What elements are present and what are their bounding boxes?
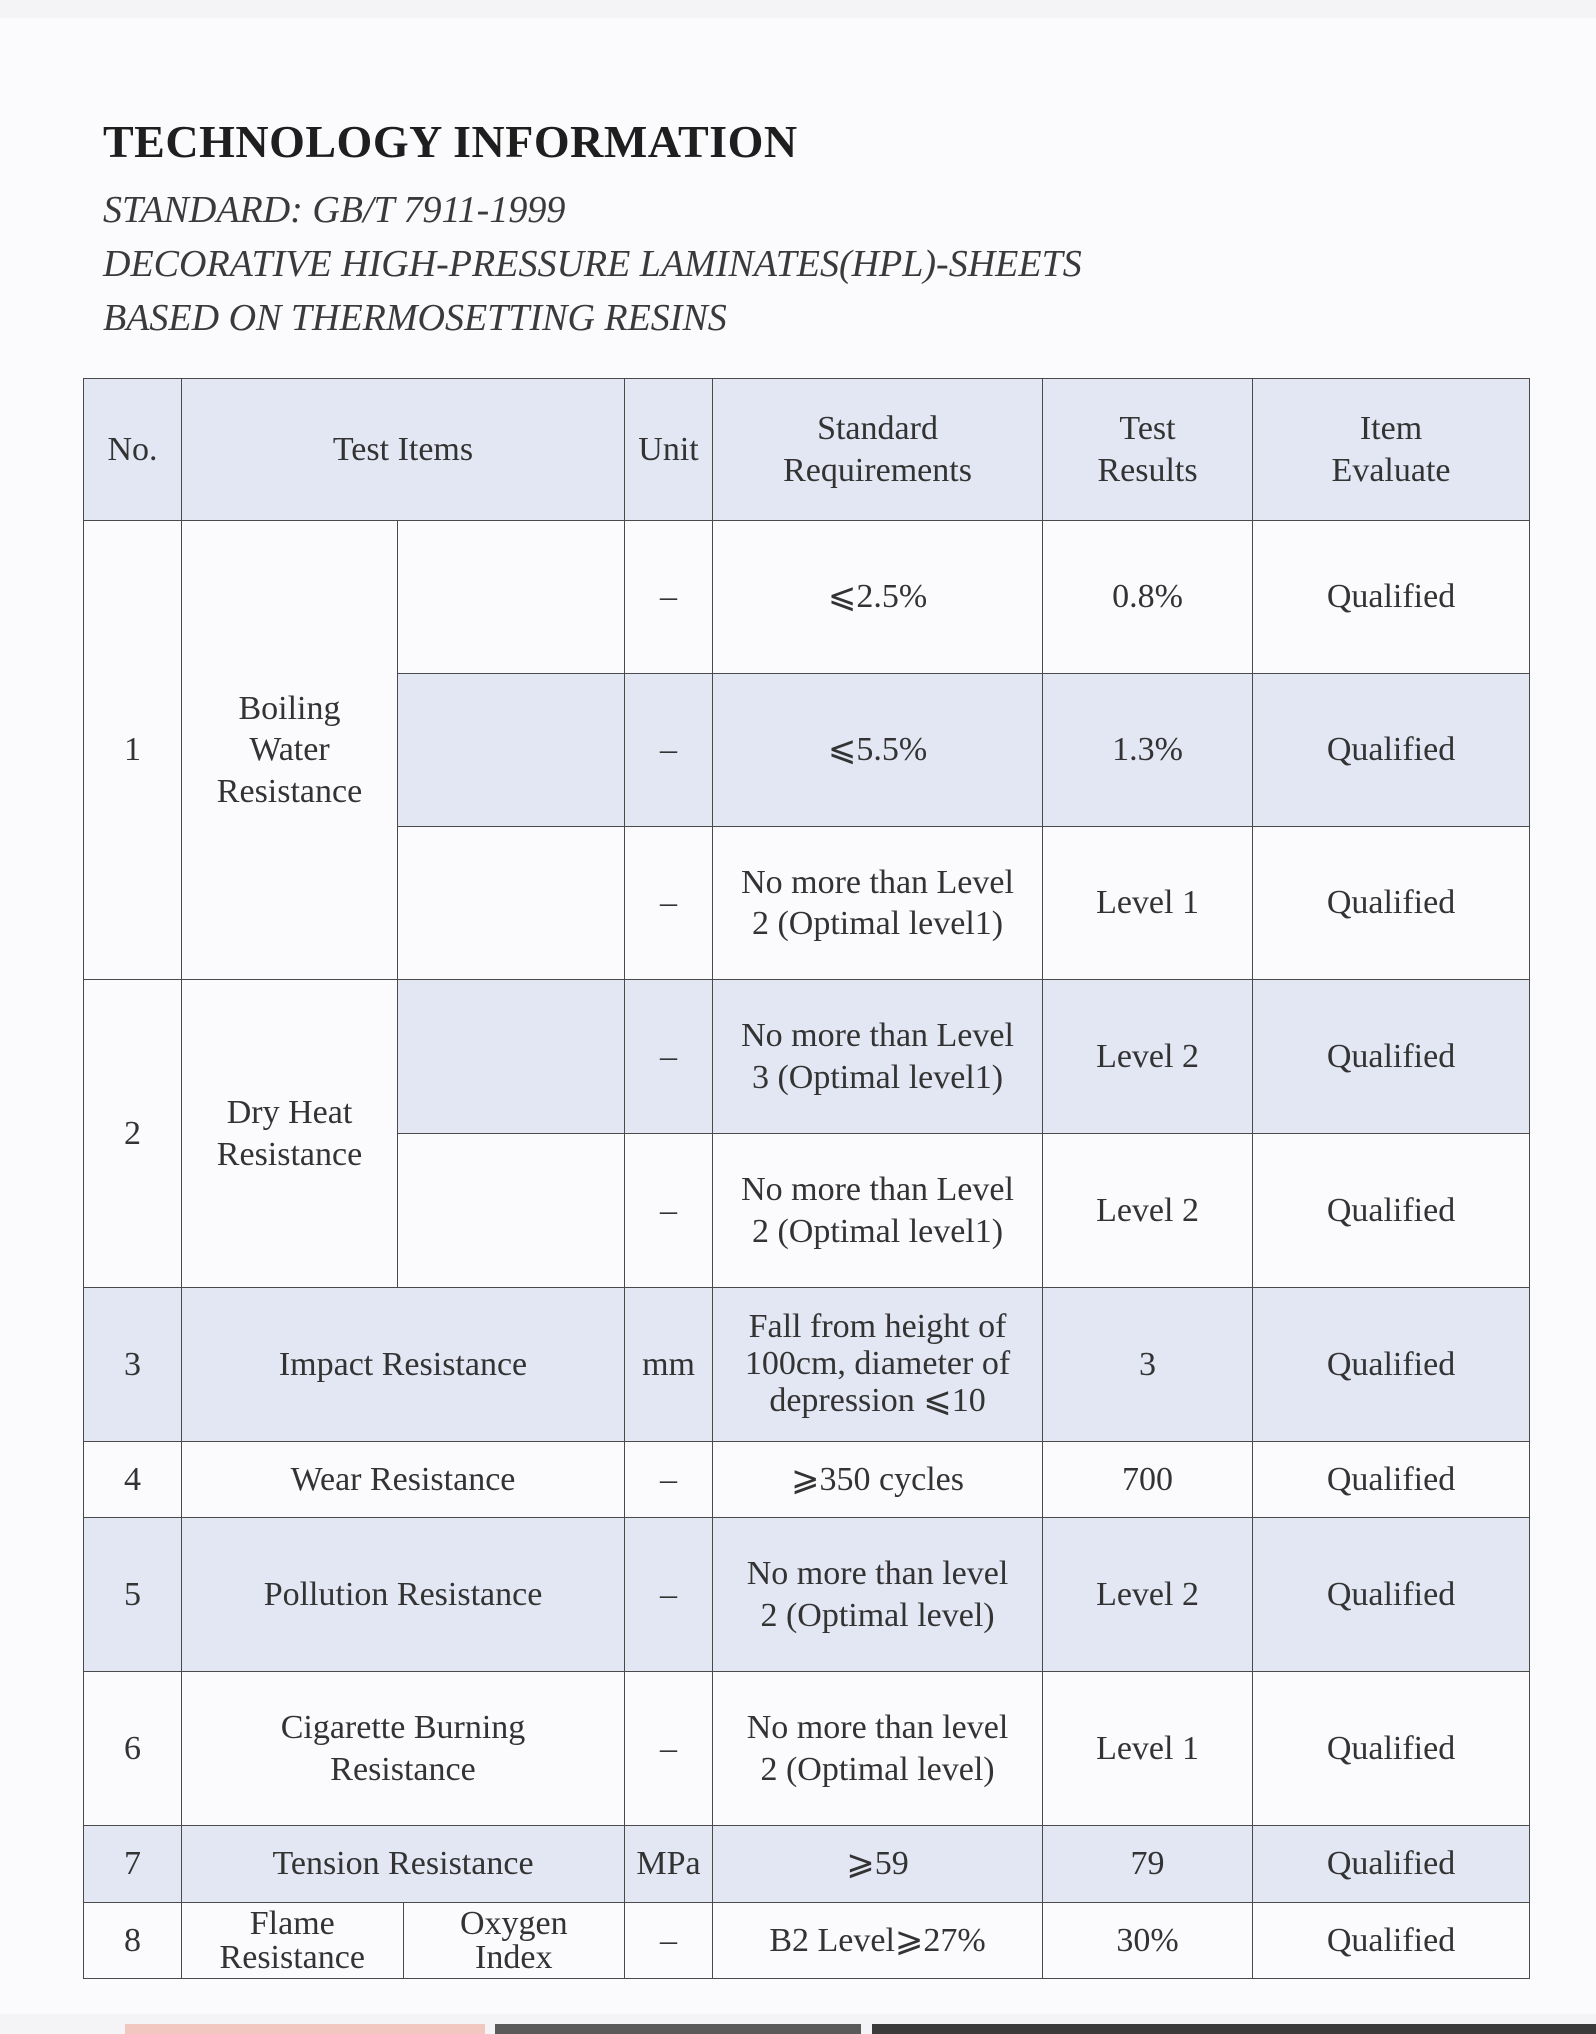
row-sub-item (398, 674, 625, 827)
description-line-2: BASED ON THERMOSETTING RESINS (103, 297, 727, 339)
row-standard: No more than Level 2 (Optimal level1) (713, 1134, 1043, 1288)
row-result: Level 1 (1043, 1672, 1253, 1826)
table-header-row (84, 379, 1530, 521)
row-evaluate: Qualified (1253, 1826, 1530, 1903)
row-result: Level 1 (1043, 827, 1253, 980)
row-result: 79 (1043, 1826, 1253, 1903)
row-evaluate: Qualified (1253, 827, 1530, 980)
row-standard: ⩽5.5% (713, 674, 1043, 827)
flame-resistance-label: Flame Resistance (219, 1904, 365, 1976)
row-evaluate: Qualified (1253, 1518, 1530, 1672)
row-no: 3 (84, 1288, 182, 1442)
row-standard: Fall from height of 100cm, diameter of depression ⩽10 (713, 1288, 1043, 1442)
header-no: No. (84, 379, 182, 521)
row-result: Level 2 (1043, 980, 1253, 1134)
row-result: 3 (1043, 1288, 1253, 1442)
row-standard: No more than Level 3 (Optimal level1) (713, 980, 1043, 1134)
row-unit: – (625, 1903, 713, 1979)
table-row (84, 1903, 1530, 1979)
header-evaluate: Item Evaluate (1253, 379, 1530, 521)
row-no: 7 (84, 1826, 182, 1903)
row-standard: B2 Level⩾27% (713, 1903, 1043, 1979)
row-test-item: Tension Resistance (182, 1826, 625, 1903)
row-test-item: Cigarette Burning Resistance (182, 1672, 625, 1826)
page-title: TECHNOLOGY INFORMATION (103, 116, 798, 167)
row-unit: – (625, 674, 713, 827)
row-result: Level 2 (1043, 1518, 1253, 1672)
row-test-item: Dry Heat Resistance (182, 980, 398, 1288)
row-no: 5 (84, 1518, 182, 1672)
row-sub-item (398, 521, 625, 674)
table-row (84, 1518, 1530, 1672)
row-result: 0.8% (1043, 521, 1253, 674)
row-standard: ⩾350 cycles (713, 1442, 1043, 1518)
row-evaluate: Qualified (1253, 1442, 1530, 1518)
header-results: Test Results (1043, 379, 1253, 521)
row-no: 4 (84, 1442, 182, 1518)
row-unit: mm (625, 1288, 713, 1442)
row-standard: No more than level 2 (Optimal level) (713, 1518, 1043, 1672)
row-standard: ⩾59 (713, 1826, 1043, 1903)
row-evaluate: Qualified (1253, 1903, 1530, 1979)
row-evaluate: Qualified (1253, 1134, 1530, 1288)
table-row (84, 1442, 1530, 1518)
row-sub-item (398, 827, 625, 980)
table-row (84, 1288, 1530, 1442)
row-test-item: Pollution Resistance (182, 1518, 625, 1672)
row-no: 2 (84, 980, 182, 1288)
row-unit: – (625, 827, 713, 980)
table-row (84, 1672, 1530, 1826)
row-no: 6 (84, 1672, 182, 1826)
header-test-items: Test Items (182, 379, 625, 521)
header-standard: Standard Requirements (713, 379, 1043, 521)
footer-strip-gray (495, 2024, 861, 2034)
row-unit: – (625, 1442, 713, 1518)
row-test-item: Impact Resistance (182, 1288, 625, 1442)
header-unit: Unit (625, 379, 713, 521)
row-test-item: Wear Resistance (182, 1442, 625, 1518)
row-unit: – (625, 980, 713, 1134)
footer-strip-pink (125, 2024, 485, 2034)
row-no: 1 (84, 521, 182, 980)
row-test-item: Boiling Water Resistance (182, 521, 398, 980)
table-row (84, 980, 1530, 1134)
row-evaluate: Qualified (1253, 980, 1530, 1134)
row-standard: No more than Level 2 (Optimal level1) (713, 827, 1043, 980)
row-sub-item (398, 980, 625, 1134)
footer-strip-dark (872, 2024, 1596, 2034)
row-test-item (182, 1903, 625, 1979)
row-result: 1.3% (1043, 674, 1253, 827)
spec-table (83, 378, 1530, 1979)
row-unit: – (625, 521, 713, 674)
row-result: Level 2 (1043, 1134, 1253, 1288)
table-row (84, 1826, 1530, 1903)
table-row (84, 521, 1530, 674)
row-standard: ⩽2.5% (713, 521, 1043, 674)
row-no: 8 (84, 1903, 182, 1979)
row-evaluate: Qualified (1253, 1672, 1530, 1826)
row-result: 30% (1043, 1903, 1253, 1979)
standard-line: STANDARD: GB/T 7911-1999 (103, 189, 566, 231)
row-unit: – (625, 1672, 713, 1826)
row-unit: – (625, 1518, 713, 1672)
row-result: 700 (1043, 1442, 1253, 1518)
row-evaluate: Qualified (1253, 521, 1530, 674)
row-unit: – (625, 1134, 713, 1288)
row-standard: No more than level 2 (Optimal level) (713, 1672, 1043, 1826)
row-evaluate: Qualified (1253, 674, 1530, 827)
description-line-1: DECORATIVE HIGH-PRESSURE LAMINATES(HPL)-SHEETS (103, 243, 1082, 285)
oxygen-index-label: Oxygen Index (403, 1903, 625, 1978)
row-sub-item (398, 1134, 625, 1288)
row-evaluate: Qualified (1253, 1288, 1530, 1442)
row-unit: MPa (625, 1826, 713, 1903)
